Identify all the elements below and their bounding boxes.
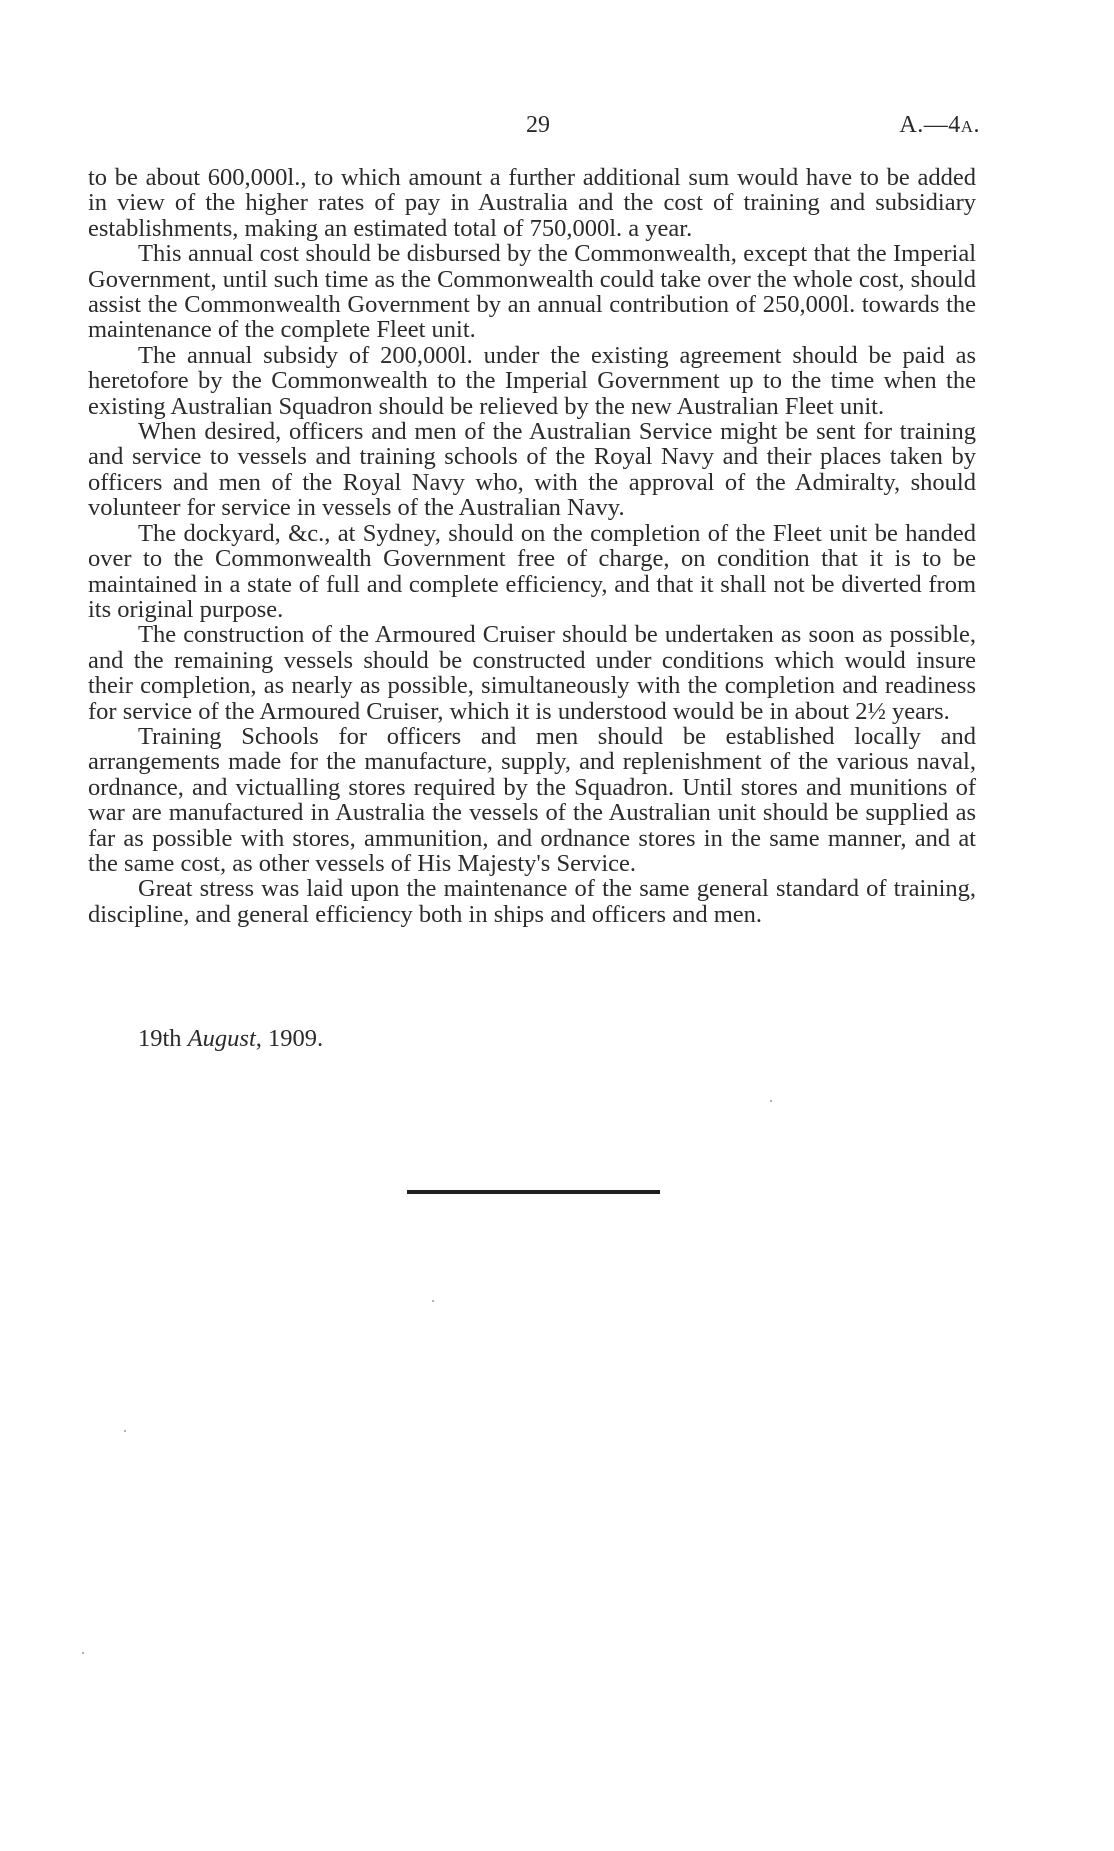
dateline (138, 1025, 323, 1053)
paragraph-officers-exchange: When desired, officers and men of the Australian Service might be sent for training and service to vessels and training schools of the Royal Navy and their places taken by officers and men of the Royal Navy who, with the approval of the Admiralty, should volunteer for service in vessels of the Australian Navy. (88, 418, 976, 522)
paper-reference (899, 112, 980, 139)
paragraph-cost-continuation: to be about 600,000l., to which amount a further additional sum would have to be added in view of the higher rates of pay in Australia and the cost of training and subsidiary establishments, making an estimated total of 750,000l. a year. (88, 164, 976, 242)
paragraph-annual-subsidy: The annual subsidy of 200,000l. under the existing agreement should be paid as heretofore by the Commonwealth to the Imperial Government up to the time when the existing Australian Squadron should be relieved by the new Australian Fleet unit. (88, 341, 976, 420)
print-speck (124, 1430, 126, 1432)
paper-reference-end: . (973, 112, 980, 138)
page-number: 29 (526, 112, 550, 138)
paper-reference-suffix: a (960, 112, 974, 138)
paper-reference-prefix: A.—4 (899, 112, 961, 138)
section-divider-rule (407, 1190, 660, 1194)
print-speck (770, 1100, 772, 1102)
paragraph-training-schools: Training Schools for officers and men should be established locally and arrangements made for the manufacture, supply, and replenishment of the various naval, ordnance, and victualling stores required by the Squadron. Until stores and munitions of war are manufactured in Australia the vessels of the Australian unit should be supplied as far as possible with stores, ammunition, and ordnance stores in the same manner, and at the same cost, as other vessels of His Majesty's Service. (88, 722, 976, 877)
page-header (0, 112, 1114, 142)
dateline-day: 19th (138, 1025, 182, 1052)
paragraph-annual-cost: This annual cost should be disbursed by the Commonwealth, except that the Imperial Government, until such time as the Commonwealth could take over the whole cost, should assist the Commonwealth Government by an annual contribution of 250,000l. towards the maintenance of the complete Fleet unit. (88, 240, 976, 344)
dateline-year: , 1909. (255, 1025, 324, 1052)
print-speck (82, 1652, 84, 1654)
paragraph-dockyard: The dockyard, &c., at Sydney, should on the completion of the Fleet unit be handed over to the Commonwealth Government free of charge, on condition that it is to be maintained in a state of full and complete efficiency, and that it shall not be diverted from its original purpose. (88, 519, 976, 623)
dateline-month: August (187, 1025, 256, 1052)
body-text (88, 165, 976, 927)
paragraph-construction: The construction of the Armoured Cruiser should be undertaken as soon as possible, and the remaining vessels should be constructed under conditions which would insure their completion, as nearly as possible, simultaneously with the completion and readiness for service of the Armoured Cruiser, which it is understood would be in about 2½ years. (88, 621, 976, 725)
print-speck (432, 1300, 434, 1302)
paragraph-standards: Great stress was laid upon the maintenance of the same general standard of training, discipline, and general efficiency both in ships and officers and men. (88, 875, 976, 928)
